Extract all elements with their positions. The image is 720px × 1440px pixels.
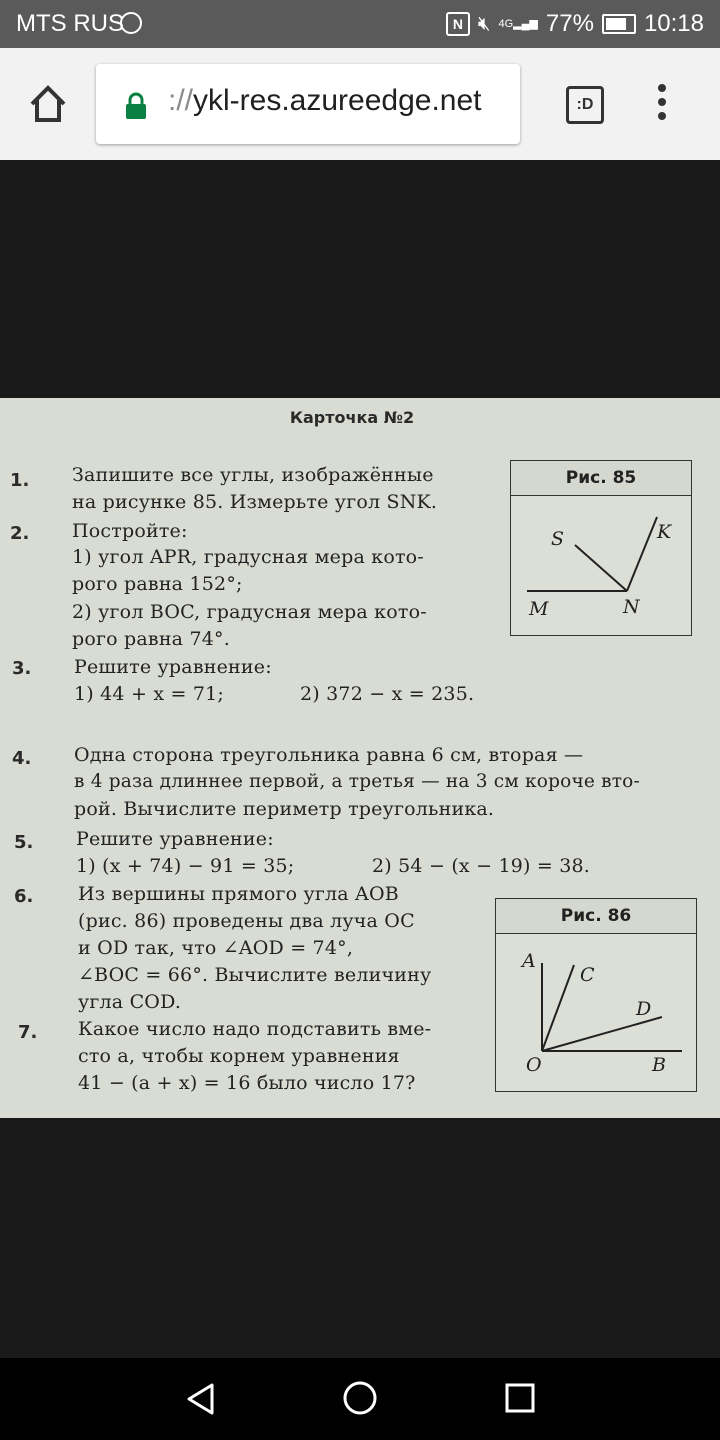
url-host: ykl-res.azureedge.net [193, 84, 482, 117]
task5-title: Решите уравнение: [76, 828, 274, 850]
task2-line: 1) угол APR, градусная мера кото- [72, 546, 424, 568]
point-label-b: B [652, 1054, 666, 1076]
task2-line: рого равна 152°; [72, 573, 243, 595]
whatsapp-icon [120, 12, 142, 34]
task4-line: Одна сторона треугольника равна 6 см, вторая — [74, 744, 584, 766]
task6-line: и OD так, что ∠AOD = 74°, [78, 937, 354, 959]
task-number: 4. [12, 748, 32, 769]
url-text [168, 84, 482, 118]
figure-86-title: Рис. 86 [496, 899, 696, 934]
carrier-label: MTS RUS [16, 10, 124, 37]
point-label-k: K [657, 521, 672, 543]
home-icon [24, 80, 72, 128]
worksheet-image [0, 398, 720, 1118]
signal-icon: 4G▂▄▆ [498, 18, 538, 30]
battery-icon [602, 14, 636, 34]
task5-eq2: 2) 54 − (x − 19) = 38. [372, 855, 591, 877]
navigation-bar [0, 1358, 720, 1440]
menu-dot [658, 84, 666, 92]
home-button[interactable] [24, 80, 72, 128]
point-label-c: C [580, 964, 595, 986]
task6-line: Из вершины прямого угла AOB [78, 883, 399, 905]
task7-line: Какое число надо подставить вме- [78, 1018, 432, 1040]
point-label-a: A [522, 950, 536, 972]
task-number: 3. [12, 658, 32, 679]
lock-icon [124, 92, 148, 120]
task-number: 6. [14, 886, 34, 907]
overflow-menu-button[interactable] [652, 84, 672, 128]
browser-toolbar [0, 48, 720, 160]
mute-icon: 🔇︎ [477, 12, 491, 35]
task6-line: угла COD. [78, 991, 182, 1013]
point-label-d: D [636, 998, 652, 1020]
task3-eq1: 1) 44 + x = 71; [74, 683, 225, 705]
back-icon[interactable] [184, 1382, 218, 1416]
network-type-label: 4G [498, 18, 514, 30]
point-label-s: S [551, 528, 565, 550]
task2-line: 2) угол BOC, градусная мера кото- [72, 601, 427, 623]
url-prefix: :// [168, 84, 194, 117]
task5-eq1: 1) (x + 74) − 91 = 35; [76, 855, 295, 877]
card-title: Карточка №2 [289, 408, 415, 427]
task6-line: (рис. 86) проведены два луча OC [78, 910, 415, 932]
task4-line: рой. Вычислите периметр треугольника. [74, 798, 495, 820]
home-nav-icon[interactable] [342, 1380, 378, 1416]
task-number: 7. [18, 1022, 38, 1043]
task-number: 5. [14, 832, 34, 853]
task2-line: Постройте: [72, 520, 188, 542]
point-label-n: N [623, 596, 640, 618]
task1-line: на рисунке 85. Измерьте угол SNK. [72, 491, 438, 513]
figure-86 [495, 898, 697, 1092]
status-bar [0, 0, 720, 48]
figure-85 [510, 460, 692, 636]
point-label-m: M [529, 598, 549, 620]
task-number: 1. [10, 470, 30, 491]
task7-line: сто a, чтобы корнем уравнения [78, 1045, 400, 1067]
nfc-icon: N [446, 12, 470, 36]
task3-title: Решите уравнение: [74, 656, 272, 678]
point-label-o: O [526, 1054, 542, 1076]
tab-switcher-button[interactable]: :D [566, 86, 604, 124]
address-bar[interactable] [96, 64, 520, 144]
task1-line: Запишите все углы, изображённые [72, 464, 434, 486]
figure-85-title: Рис. 85 [511, 461, 691, 496]
task-number: 2. [10, 523, 30, 544]
task3-eq2: 2) 372 − x = 235. [300, 683, 475, 705]
menu-dot [658, 98, 666, 106]
task4-line: в 4 раза длиннее первой, а третья — на 3 см короче вто- [74, 771, 640, 792]
battery-percent: 77% [545, 10, 594, 37]
recents-icon[interactable] [504, 1382, 536, 1414]
clock: 10:18 [643, 10, 704, 37]
menu-dot [658, 112, 666, 120]
task7-line: 41 − (a + x) = 16 было число 17? [78, 1072, 416, 1094]
task6-line: ∠BOC = 66°. Вычислите величину [78, 964, 432, 986]
task2-line: рого равна 74°. [72, 628, 230, 650]
